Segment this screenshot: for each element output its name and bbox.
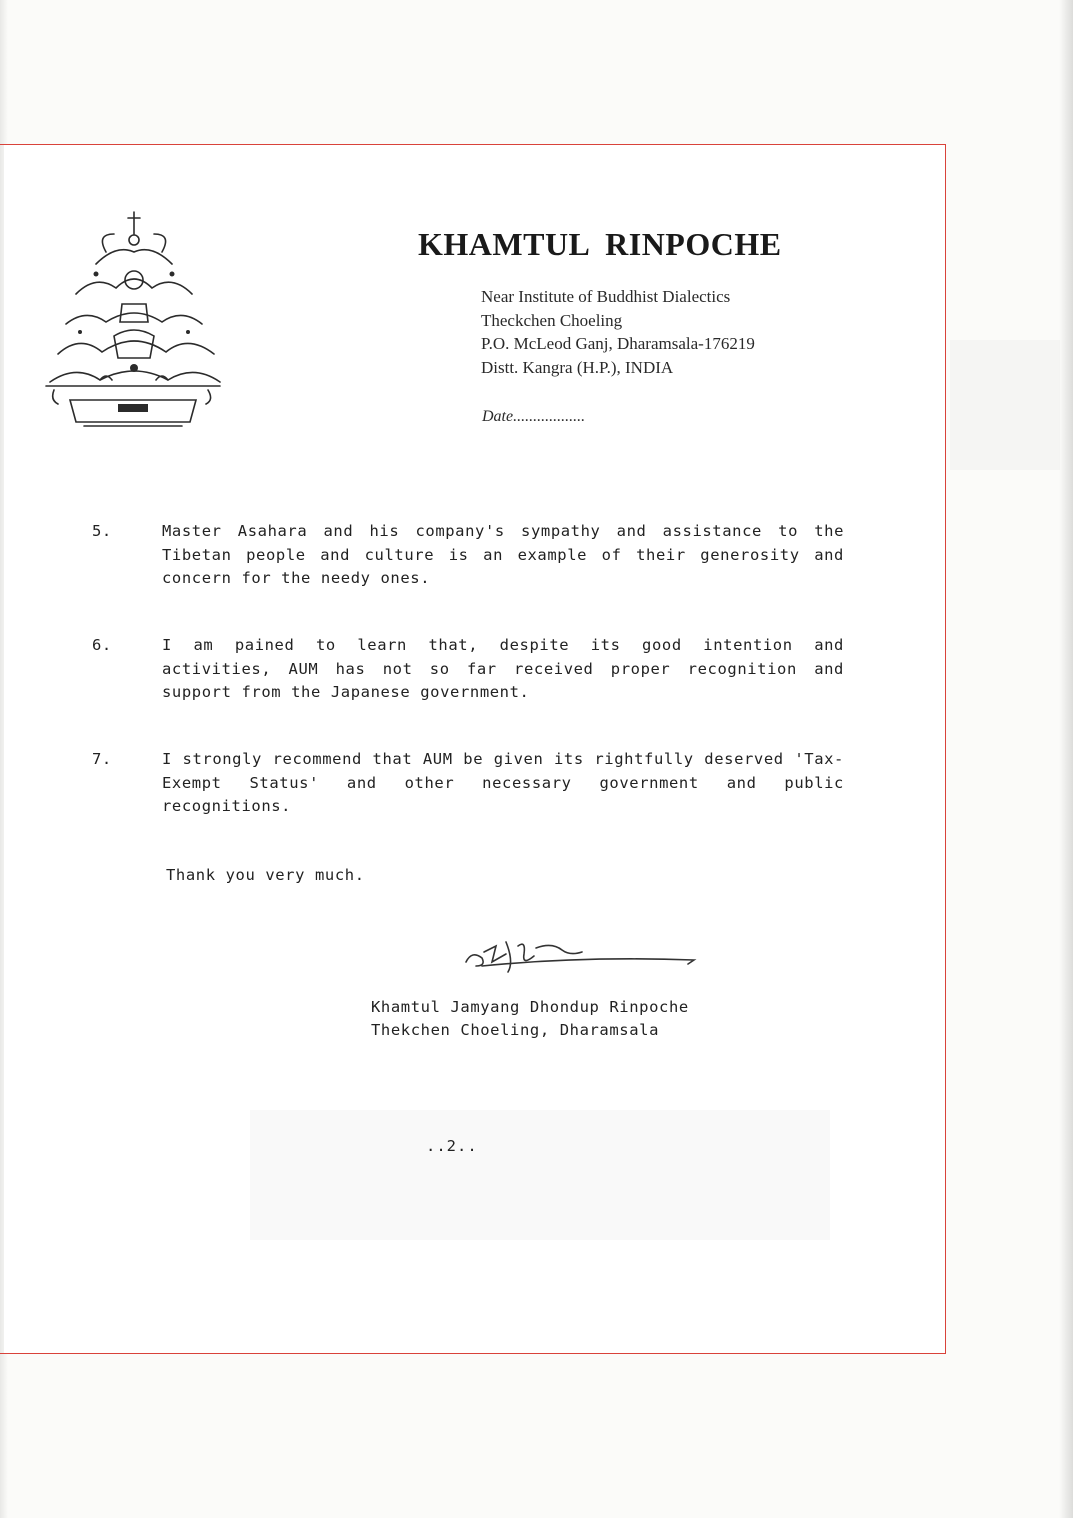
- address-line: P.O. McLeod Ganj, Dharamsala-176219: [481, 334, 755, 353]
- date-field: Date..................: [482, 408, 586, 425]
- signer-block: [371, 996, 689, 1042]
- closing-line: Thank you very much.: [166, 866, 365, 884]
- show-through: [950, 340, 1060, 470]
- emblem-logo-icon: [36, 204, 226, 434]
- paragraph-text: I am pained to learn that, despite its good intention and activities, AUM has not so far received proper recognition and support from the Japanese government.: [162, 636, 844, 701]
- address-line: Theckchen Choeling: [481, 310, 623, 330]
- paragraph-number: 6.: [92, 636, 112, 654]
- letter-frame-edge: [0, 144, 6, 1354]
- signer-name: Khamtul Jamyang Dhondup Rinpoche: [371, 998, 689, 1016]
- paragraph-number: 7.: [92, 750, 112, 768]
- letterhead-title: KHAMTUL RINPOCHE: [418, 226, 782, 262]
- paragraph-number: 5.: [92, 522, 112, 540]
- address-line: Near Institute of Buddhist Dialectics: [481, 287, 731, 306]
- paragraph-text: Master Asahara and his company's sympathy and assistance to the Tibetan people and culture is an example of their generosity and concern for the needy ones.: [162, 522, 844, 587]
- handwritten-signature-icon: [462, 932, 702, 982]
- signer-place: Thekchen Choeling, Dharamsala: [371, 1021, 660, 1039]
- paragraph-text: I strongly recommend that AUM be given its rightfully deserved 'Tax-Exempt Status' and other necessary government and public recognitions.: [162, 750, 844, 815]
- page-marker: ..2..: [426, 1137, 478, 1155]
- show-through: [250, 1110, 830, 1240]
- address-line: Distt. Kangra (H.P.), INDIA: [481, 357, 674, 377]
- page-edge: [1059, 0, 1073, 1518]
- letterhead-address: [481, 285, 755, 379]
